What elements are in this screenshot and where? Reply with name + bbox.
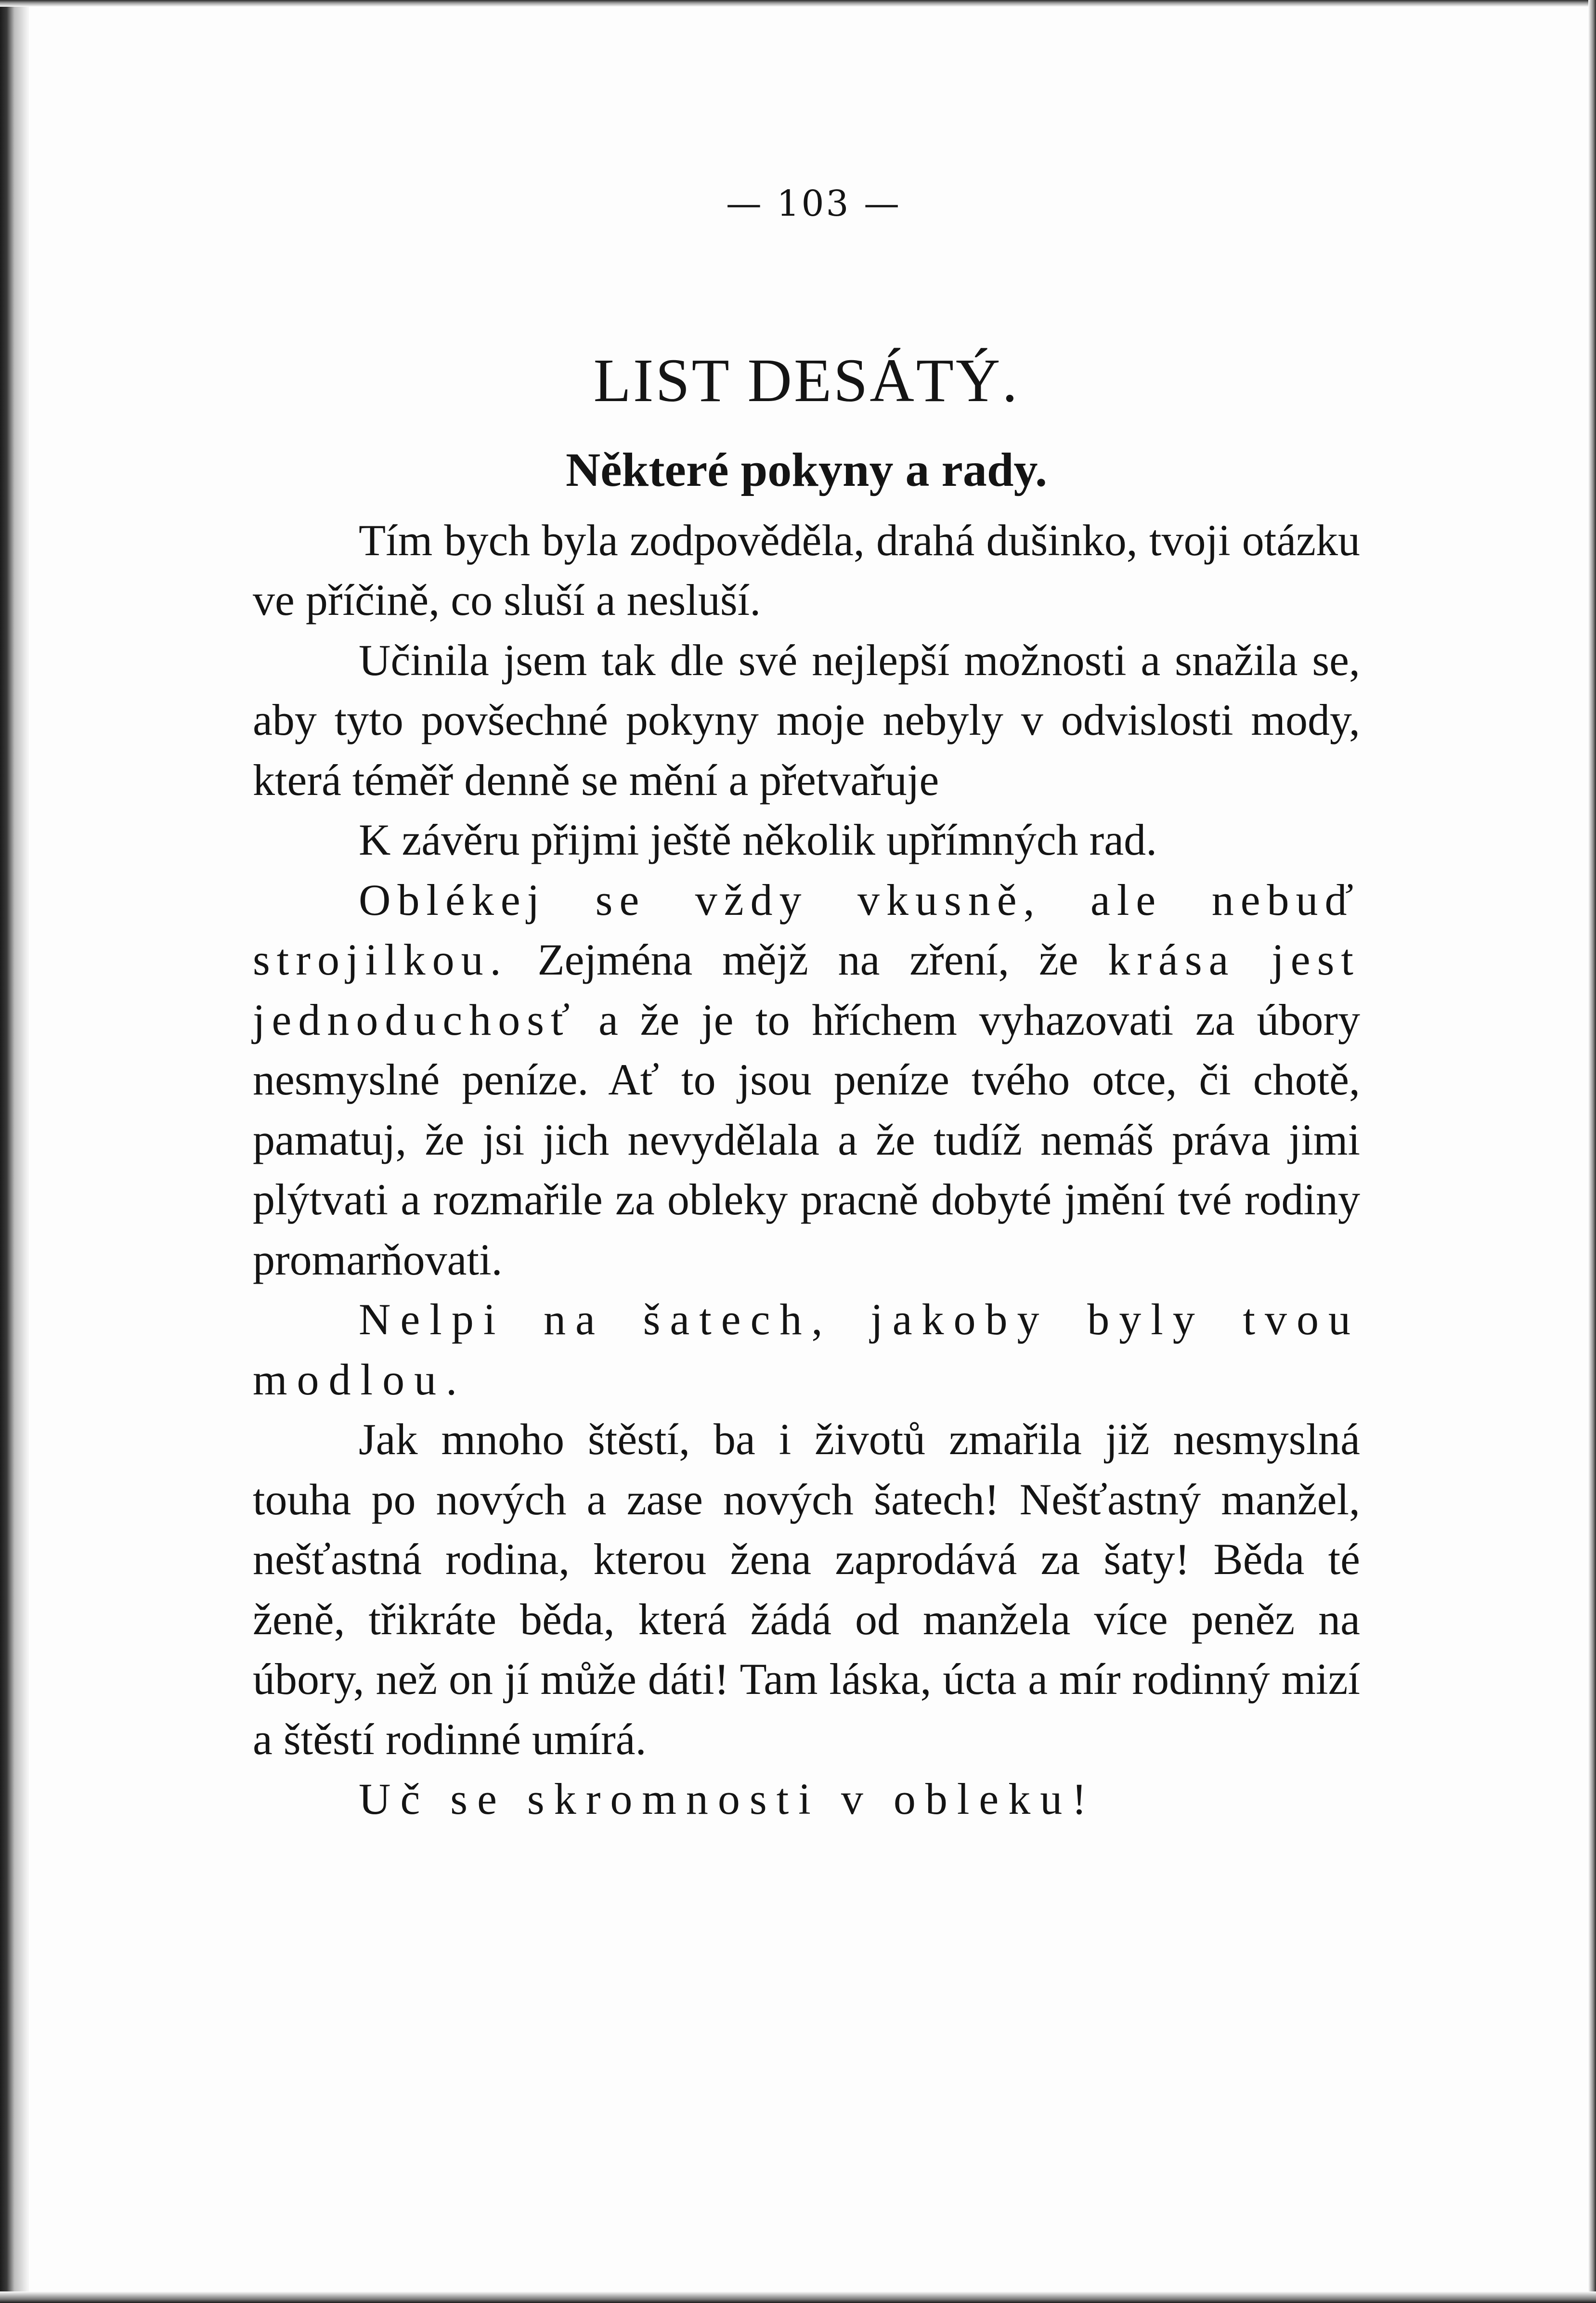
paragraph-2: Učinila jsem tak dle své nejlepší možnosti a snažila se, aby tyto povšechné pokyny moje nebyly v odvislosti mody, která téměř denně se mění a přetvařuje — [253, 635, 1360, 805]
paragraph-5: Nelpi na šatech, jakoby byly tvou modlou. — [253, 1295, 1360, 1404]
paragraph-4-spaced-opening: Oblékej se vždy vkusně, ale nebuď strojilkou. — [253, 875, 1360, 985]
page-number: — 103 — — [726, 183, 902, 224]
paragraph-7: Uč se skromnosti v obleku! — [359, 1774, 1096, 1824]
chapter-title: LIST DESÁTÝ. — [593, 346, 1020, 415]
paragraph-4-spaced-emphasis: krása jest jednoduchosť — [253, 935, 1360, 1044]
paragraph-4-middle: Zejména mějž na zření, že — [507, 935, 1108, 985]
page-text-block — [253, 183, 1360, 1829]
chapter-subtitle: Některé pokyny a rady. — [566, 442, 1047, 496]
page-edge-top — [0, 0, 1596, 7]
paragraph-6: Jak mnoho štěstí, ba i životů zmařila již nesmyslná touha po nových a zase nových šatech! Nešťastný manžel, nešťastná rodina, kterou žena zaprodává za šaty! Běda té ženě, třikráte běda, která žádá od manžela více peněz na úbory, než on jí může dáti! Tam láska, úcta a mír rodinný mizí a štěstí rodinné umírá. — [253, 1415, 1360, 1764]
paragraph-1: Tím bych byla zodpověděla, drahá dušinko, tvoji otázku ve příčině, co sluší a nesluší. — [253, 515, 1360, 625]
paragraph-4 — [253, 870, 1360, 1290]
page-edge-bottom — [0, 2291, 1596, 2303]
page-edge-right — [1588, 0, 1596, 2303]
paragraph-3: K závěru přijmi ještě několik upřímných rad. — [359, 815, 1157, 865]
paragraph-4-rest: a že je to hříchem vyhazovati za úbory nesmyslné peníze. Ať to jsou peníze tvého otce, či chotě, pamatuj, že jsi jich nevydělala a že tudíž nemáš práva jimi plýtvati a rozmařile za obleky pracně dobyté jmění tvé rodiny promarňovati. — [253, 995, 1360, 1284]
page-edge-left — [0, 0, 29, 2303]
